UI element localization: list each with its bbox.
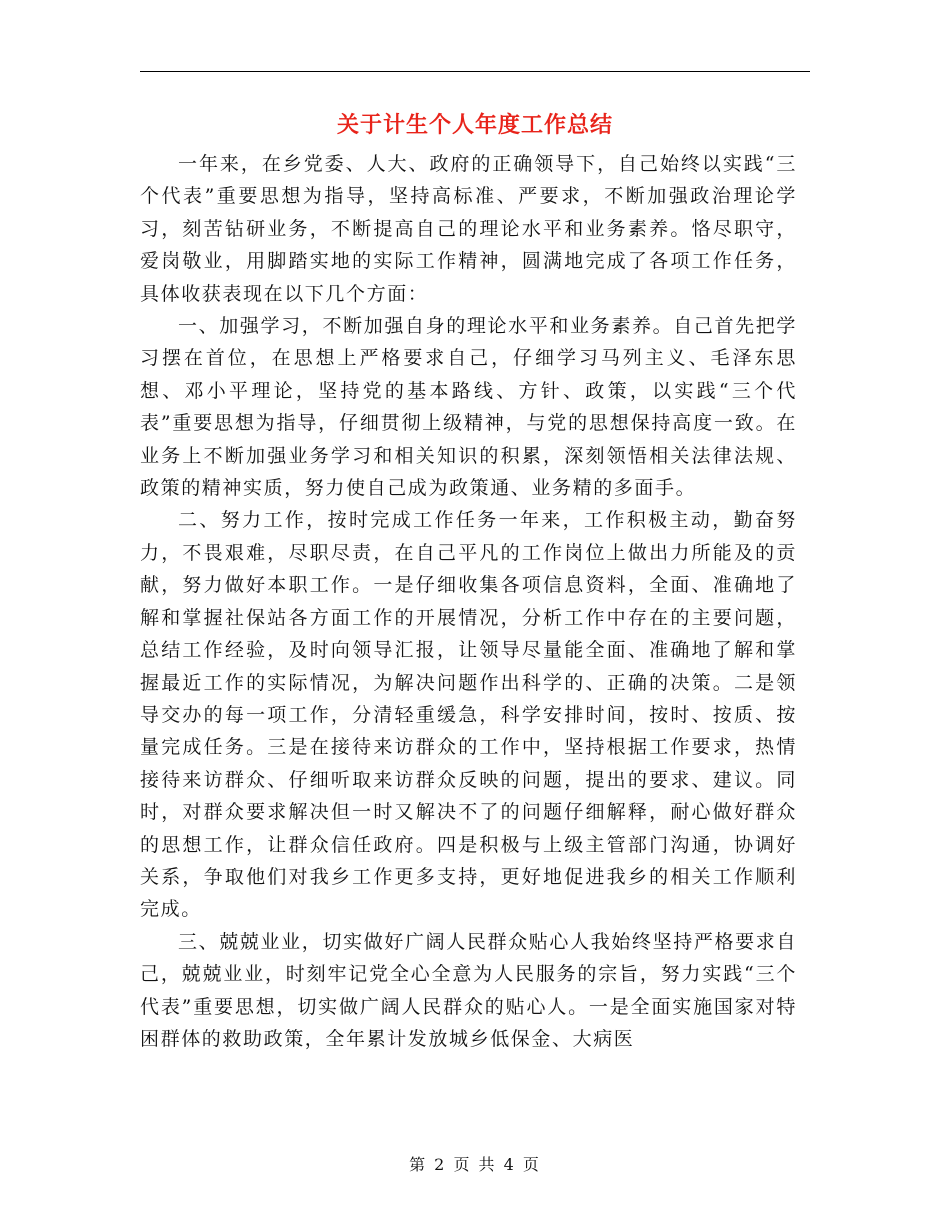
paragraph-section-2: 二、努力工作，按时完成工作任务一年来，工作积极主动，勤奋努力，不畏艰难，尽职尽责，在自己平凡的工作岗位上做出力所能及的贡献，努力做好本职工作。一是仔细收集各项信息资料，全面、准确地了解和掌握社保站各方面工作的开展情况，分析工作中存在的主要问题，总结工作经验，及时向领导汇报，让领导尽量能全面、准确地了解和掌握最近工作的实际情况，为解决问题作出科学的、正确的决策。二是领导交办的每一项工作，分清轻重缓急，科学安排时间，按时、按质、按量完成任务。三是在接待来访群众的工作中，坚持根据工作要求，热情接待来访群众、仔细听取来访群众反映的问题，提出的要求、建议。同时，对群众要求解决但一时又解决不了的问题仔细解释，耐心做好群众的思想工作，让群众信任政府。四是积极与上级主管部门沟通，协调好关系，争取他们对我乡工作更多支持，更好地促进我乡的相关工作顺利完成。	[140, 509, 797, 921]
paragraph-section-1: 一、加强学习，不断加强自身的理论水平和业务素养。自己首先把学习摆在首位，在思想上严格要求自己，仔细学习马列主义、毛泽东思想、邓小平理论，坚持党的基本路线、方针、政策，以实践“三个代表”重要思想为指导，仔细贯彻上级精神，与党的思想保持高度一致。在业务上不断加强业务学习和相关知识的积累，深刻领悟相关法律法规、政策的精神实质，努力使自己成为政策通、业务精的多面手。	[140, 315, 797, 500]
paragraph-section-3: 三、兢兢业业，切实做好广阔人民群众贴心人我始终坚持严格要求自己，兢兢业业，时刻牢记党全心全意为人民服务的宗旨，努力实践“三个代表”重要思想，切实做广阔人民群众的贴心人。一是全面实施国家对特困群体的救助政策，全年累计发放城乡低保金、大病医	[140, 930, 797, 1050]
document-title: 关于计生个人年度工作总结	[336, 113, 613, 138]
paragraph-intro: 一年来，在乡党委、人大、政府的正确领导下，自己始终以实践“三个代表”重要思想为指导，坚持高标准、严要求，不断加强政治理论学习，刻苦钻研业务，不断提高自己的理论水平和业务素养。恪尽职守，爱岗敬业，用脚踏实地的实际工作精神，圆满地完成了各项工作任务，具体收获表现在以下几个方面：	[140, 153, 797, 305]
page-number-footer: 第 2 页 共 4 页	[409, 1155, 541, 1174]
header-rule	[140, 71, 810, 72]
document-body	[140, 148, 797, 1055]
